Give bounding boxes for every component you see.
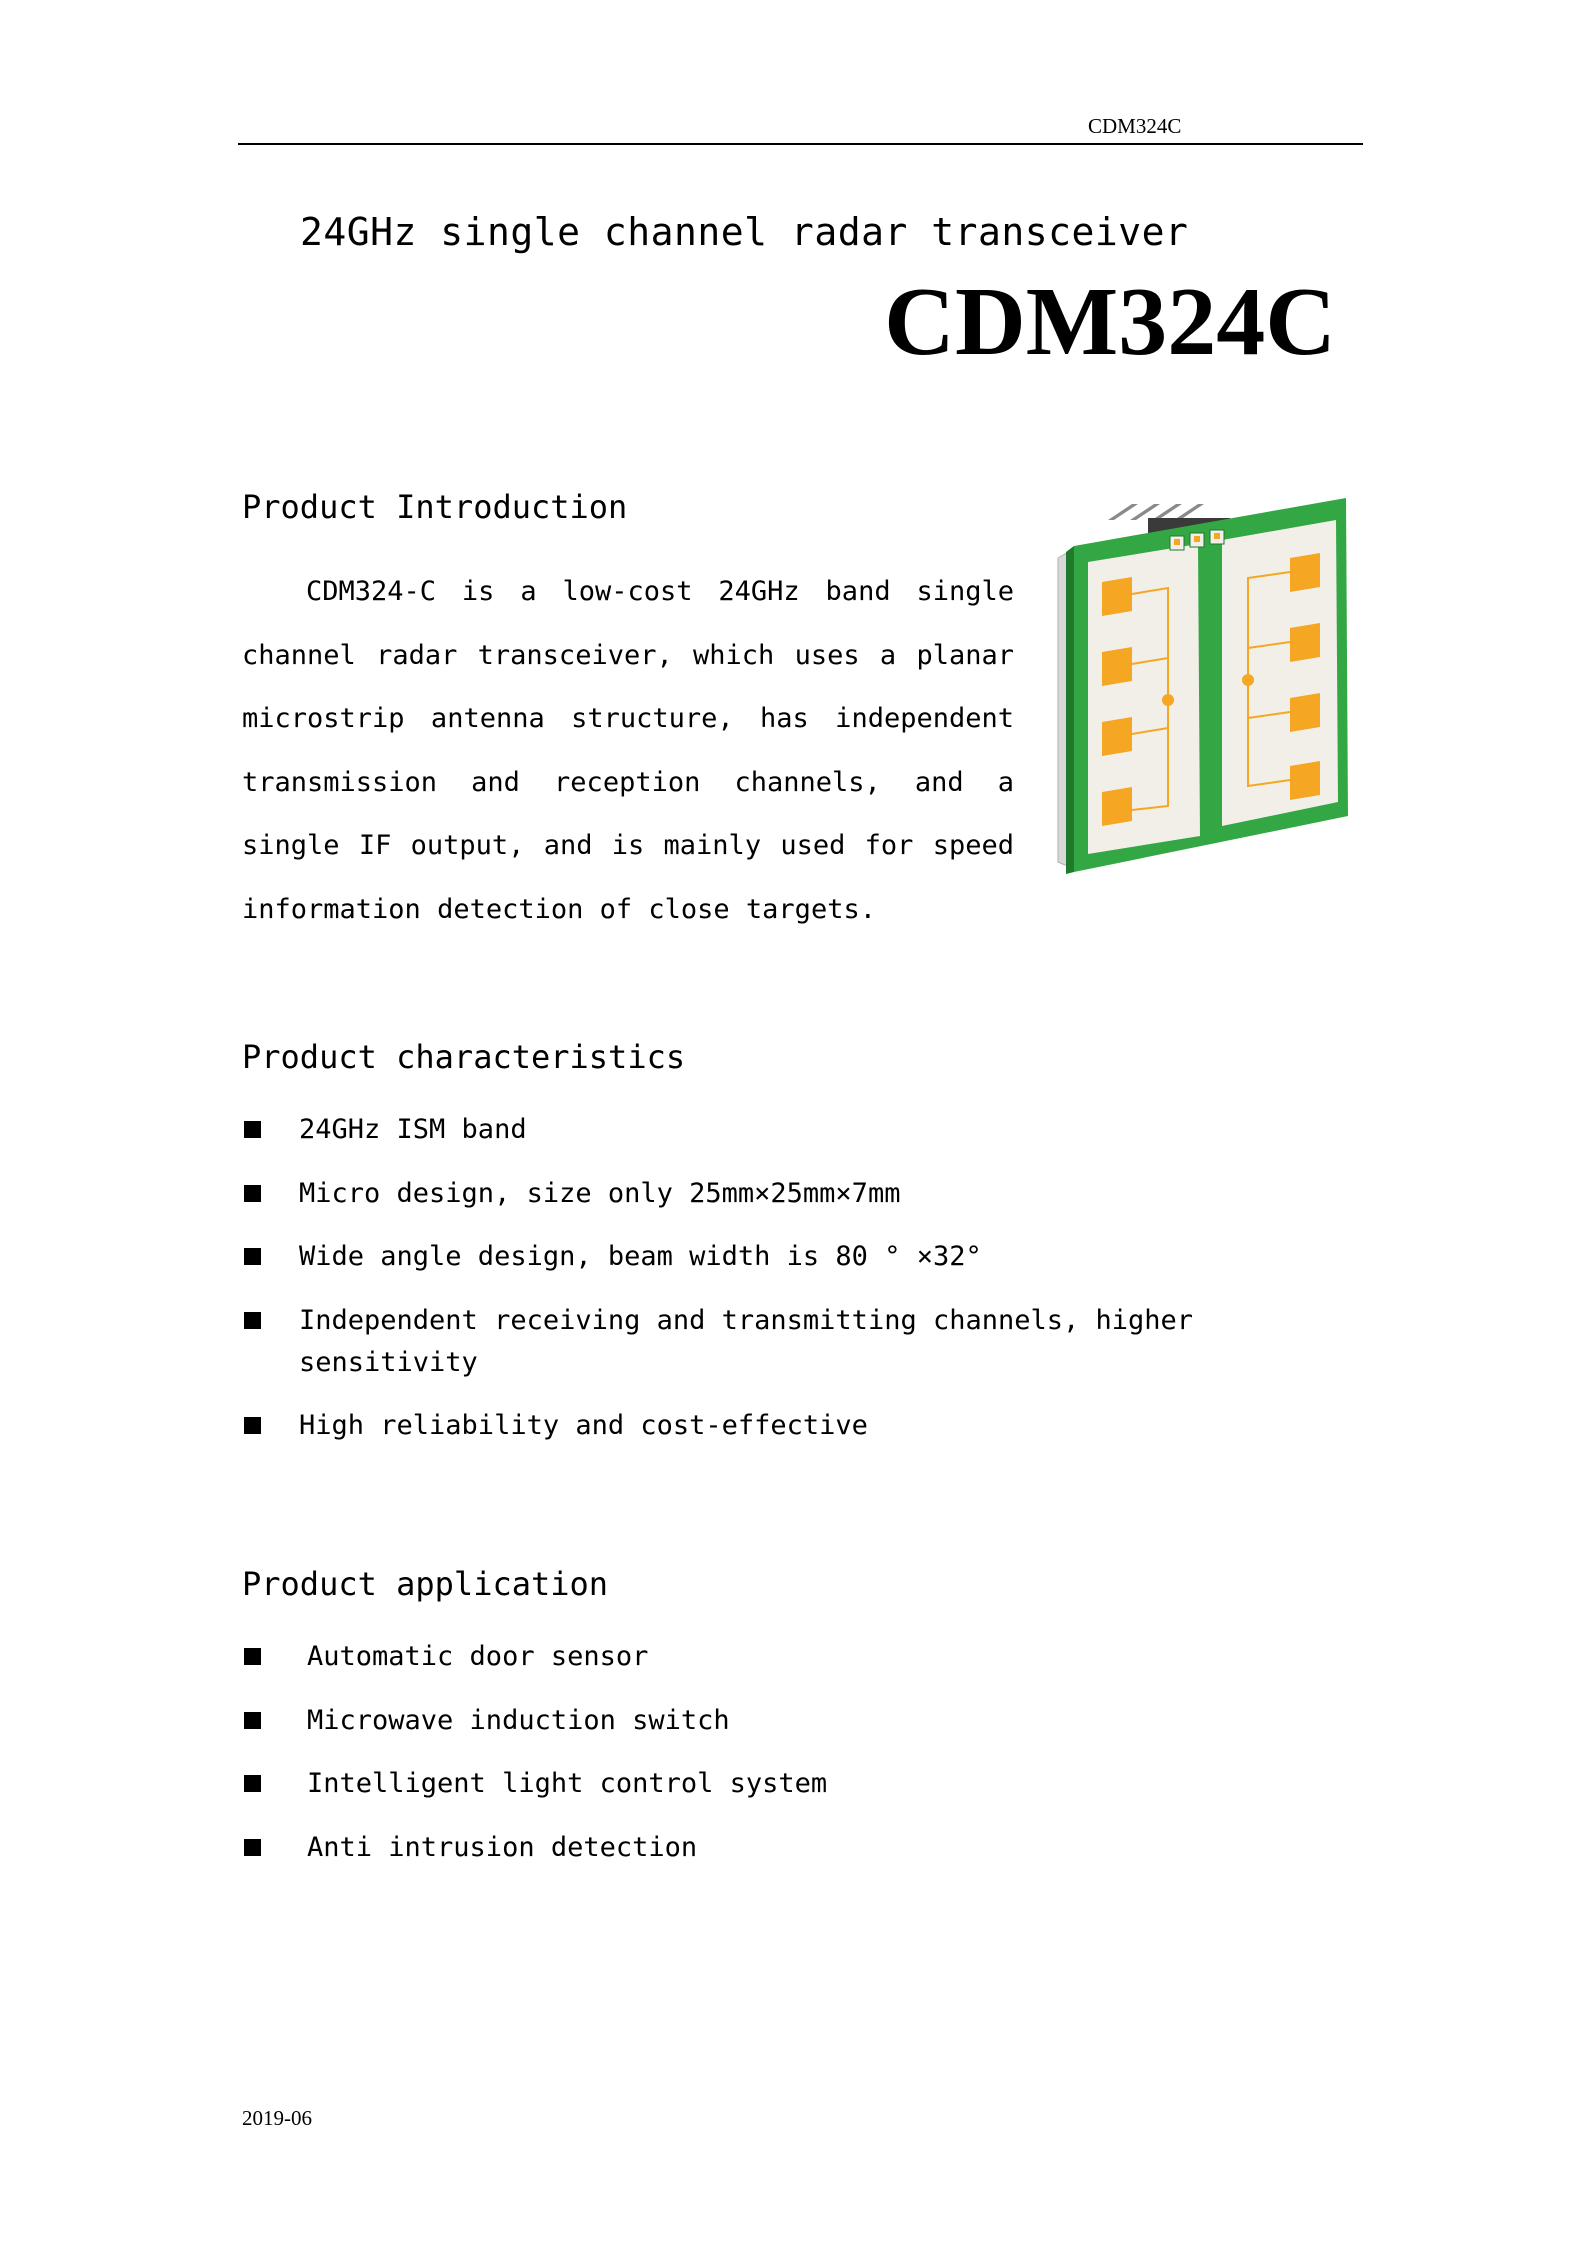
application-list [242, 1636, 827, 1890]
list-item-text: Microwave induction switch [307, 1704, 730, 1736]
square-bullet-icon [244, 1775, 261, 1792]
section-heading-application: Product application [242, 1565, 609, 1603]
square-bullet-icon [244, 1312, 261, 1329]
header-rule [238, 143, 1363, 145]
radar-module-image [1050, 490, 1360, 880]
list-item [242, 1300, 1229, 1384]
list-item-text: Automatic door sensor [307, 1641, 649, 1672]
square-bullet-icon [244, 1417, 261, 1434]
square-bullet-icon [244, 1712, 261, 1729]
list-item [242, 1700, 827, 1742]
characteristics-list [242, 1109, 1229, 1469]
list-item [242, 1109, 1229, 1151]
square-bullet-icon [244, 1121, 261, 1138]
list-item [242, 1173, 1229, 1215]
list-item-text: High reliability and cost-effective [299, 1410, 868, 1441]
document-subtitle: 24GHz single channel radar transceiver [300, 210, 1189, 254]
list-item-text: Independent receiving and transmitting channels, higher sensitivity [299, 1304, 1194, 1378]
section-heading-introduction: Product Introduction [242, 488, 628, 526]
product-name-title: CDM324C [884, 268, 1336, 376]
section-heading-characteristics: Product characteristics [242, 1038, 686, 1076]
list-item [242, 1827, 827, 1869]
list-item [242, 1636, 827, 1678]
footer-date: 2019-06 [242, 2106, 312, 2130]
list-item-text: Wide angle design, beam width is 80 ° ×32° [299, 1241, 982, 1272]
square-bullet-icon [244, 1185, 261, 1202]
introduction-paragraph: CDM324-C is a low-cost 24GHz band single channel radar transceiver, which uses a planar microstrip antenna structure, has independent transmission and reception channels, and a single IF output, and is mainly used for speed information detection of close targets. [242, 576, 1014, 925]
list-item-text: Anti intrusion detection [307, 1831, 698, 1863]
square-bullet-icon [244, 1839, 261, 1856]
header-doc-label: CDM324C [1088, 114, 1182, 138]
square-bullet-icon [244, 1648, 261, 1665]
list-item [242, 1236, 1229, 1278]
list-item [242, 1763, 827, 1805]
list-item-text: 24GHz ISM band [299, 1114, 527, 1145]
list-item [242, 1405, 1229, 1447]
list-item-text: Micro design, size only 25mm×25mm×7mm [299, 1177, 901, 1209]
square-bullet-icon [244, 1248, 261, 1265]
list-item-text: Intelligent light control system [307, 1768, 828, 1799]
